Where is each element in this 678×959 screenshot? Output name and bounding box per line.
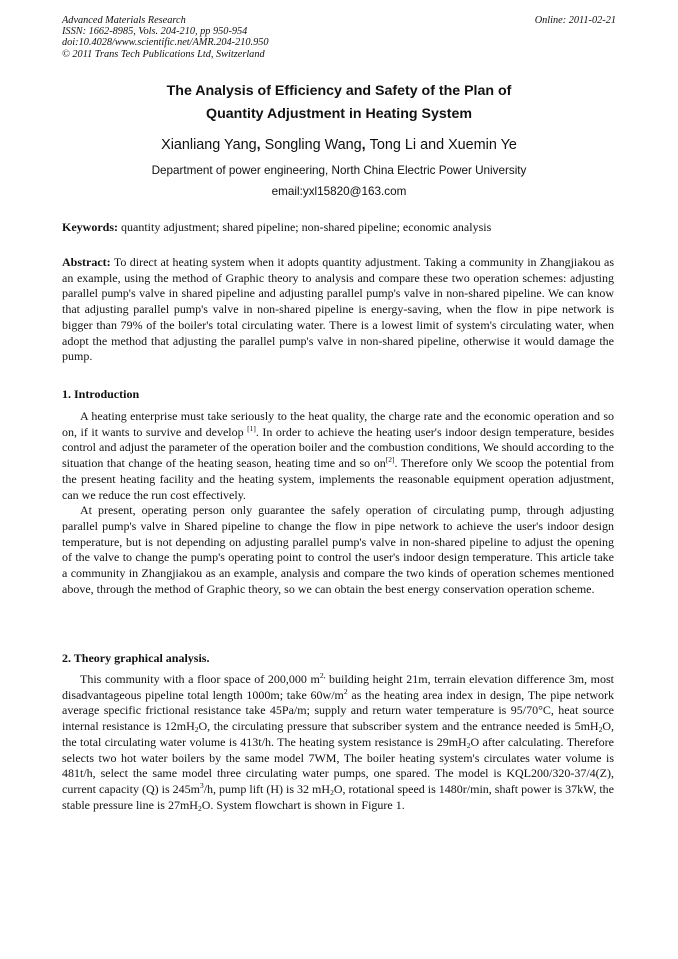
author-3: Tong Li and Xuemin Ye <box>369 137 517 153</box>
subscript: 2 <box>197 803 202 813</box>
superscript: 3 <box>199 780 204 790</box>
superscript: 2, <box>319 671 326 680</box>
text-run: A heating enterprise must take seriously to the heat quality, the charge rate and the economic operation and so on, if it wants to survive and develop <box>62 409 614 439</box>
paragraph <box>62 672 614 813</box>
text-run: O, the total circulating water volume is 413t/h. The heating system resistance is 29mH <box>62 719 614 749</box>
author-2: Songling Wang <box>264 137 362 153</box>
citation[interactable]: [2] <box>385 455 395 465</box>
journal-doi: doi:10.4028/www.scientific.net/AMR.204-210.950 <box>62 37 269 49</box>
text-run: building height 21m, terrain elevation difference 3m, most disadvantageous pipeline total length 1000m; take 60w/m <box>62 672 614 702</box>
subscript: 2 <box>598 725 603 735</box>
journal-issn: ISSN: 1662-8985, Vols. 204-210, pp 950-954 <box>62 26 248 38</box>
text-run: O, rotational speed is 1480r/min, shaft power is 37kW, the stable pressure line is 27mH <box>62 781 615 812</box>
text-run: O. System flowchart is shown in Figure 1. <box>201 797 405 812</box>
abstract <box>62 255 614 365</box>
subscript: 2 <box>466 740 471 750</box>
citation[interactable]: [1] <box>247 423 256 433</box>
text-run: This community with a floor space of 200,000 m <box>80 672 320 686</box>
text-run: . In order to achieve the heating user's indoor design temperature, besides control and adjust the parameter of the operation boiler and the combustion conditions, We should according to the situation that change of the heating season, heating time and so on <box>62 424 614 471</box>
subscript: 2 <box>330 787 334 797</box>
text-run: /h, pump lift (H) is 32 mH <box>203 781 331 796</box>
journal-copyright: © 2011 Trans Tech Publications Ltd, Switzerland <box>62 48 265 60</box>
journal-header <box>62 15 269 60</box>
subscript: 2 <box>194 725 199 735</box>
title-line-1: The Analysis of Efficiency and Safety of the Plan of <box>166 83 512 99</box>
authors <box>62 137 616 153</box>
keywords <box>62 220 614 236</box>
title-line-2: Quantity Adjustment in Heating System <box>206 106 472 122</box>
superscript: 2 <box>343 686 348 696</box>
online-date: Online: 2011-02-21 <box>534 15 616 26</box>
email: email:yxl15820@163.com <box>271 185 407 198</box>
journal-name: Advanced Materials Research <box>62 15 186 26</box>
section-1-heading: 1. Introduction <box>62 387 140 401</box>
section-2-body <box>62 672 614 813</box>
text-run: . Therefore only We scoop the potential from the present heating facility and the heating system, implements the reasonable equipment operation adjustment, can we reduce the run cost effectively. <box>62 456 615 502</box>
affiliation: Department of power engineering, North China Electric Power University <box>151 164 527 177</box>
text-run: O, the circulating pressure that subscriber system and the entrance needed is 5mH <box>198 719 599 734</box>
text-run: O after calculating. Therefore selects two hot water boilers by the same model 7WM, The boiler heating system's circulates water volume is 481t/h, select the same model three circulating water pumps, one spared. The model is KQL200/320-37/4(Z), current capacity (Q) is 245m <box>62 734 614 796</box>
text-run: as the heating area index in design, The pipe network average specific frictional resistance take 45Pa/m; supply and return water temperature is 95/70°C, heat source internal resistance is 12mH <box>62 687 615 734</box>
abstract-text: To direct at heating system when it adopts quantity adjustment. Taking a community in Zhangjiakou as an example, using the method of Graphic theory to analysis and compare these two operation schemes: adjusting parallel pump's valve in shared pipeline and adjusting parallel pump's valve in non-shared pipeline. We can know that adjusting parallel pump's valve in non-shared pipeline is energy-saving, when the flow in pipe network is bigger than 79% of the boiler's total circulating water. There is a lowest limit of system's circulating water, when adopt the method that adjusting the parallel pump's valve in non-shared pipeline, otherwise it would damage the pump. <box>62 255 614 364</box>
keywords-text: quantity adjustment; shared pipeline; non-shared pipeline; economic analysis <box>118 220 492 234</box>
author-separator: , <box>361 137 370 153</box>
abstract-label: Abstract: <box>62 255 111 269</box>
paragraph <box>62 409 614 503</box>
paper-title <box>62 80 616 126</box>
section-2-heading: 2. Theory graphical analysis. <box>62 651 210 665</box>
author-separator: , <box>256 137 265 153</box>
keywords-label: Keywords: <box>62 220 118 234</box>
author-1: Xianliang Yang <box>161 137 257 153</box>
paragraph: At present, operating person only guarantee the safely operation of circulating pump, through adjusting parallel pump's valve in Shared pipeline to change the flow in pipe network to achieve the user's indoor design temperature, but is not depending on adjusting parallel pump's valve in non-shared pipeline to adjust the opening of the valve to change the pump's operating point to control the user's indoor design temperature. This article take a community in Zhangjiakou as an example, analysis and compare the two kinds of operation schemes mentioned above, through the method of Graphic theory, so we can obtain the best energy conservation operation scheme. <box>62 503 614 596</box>
section-1-body <box>62 409 614 597</box>
